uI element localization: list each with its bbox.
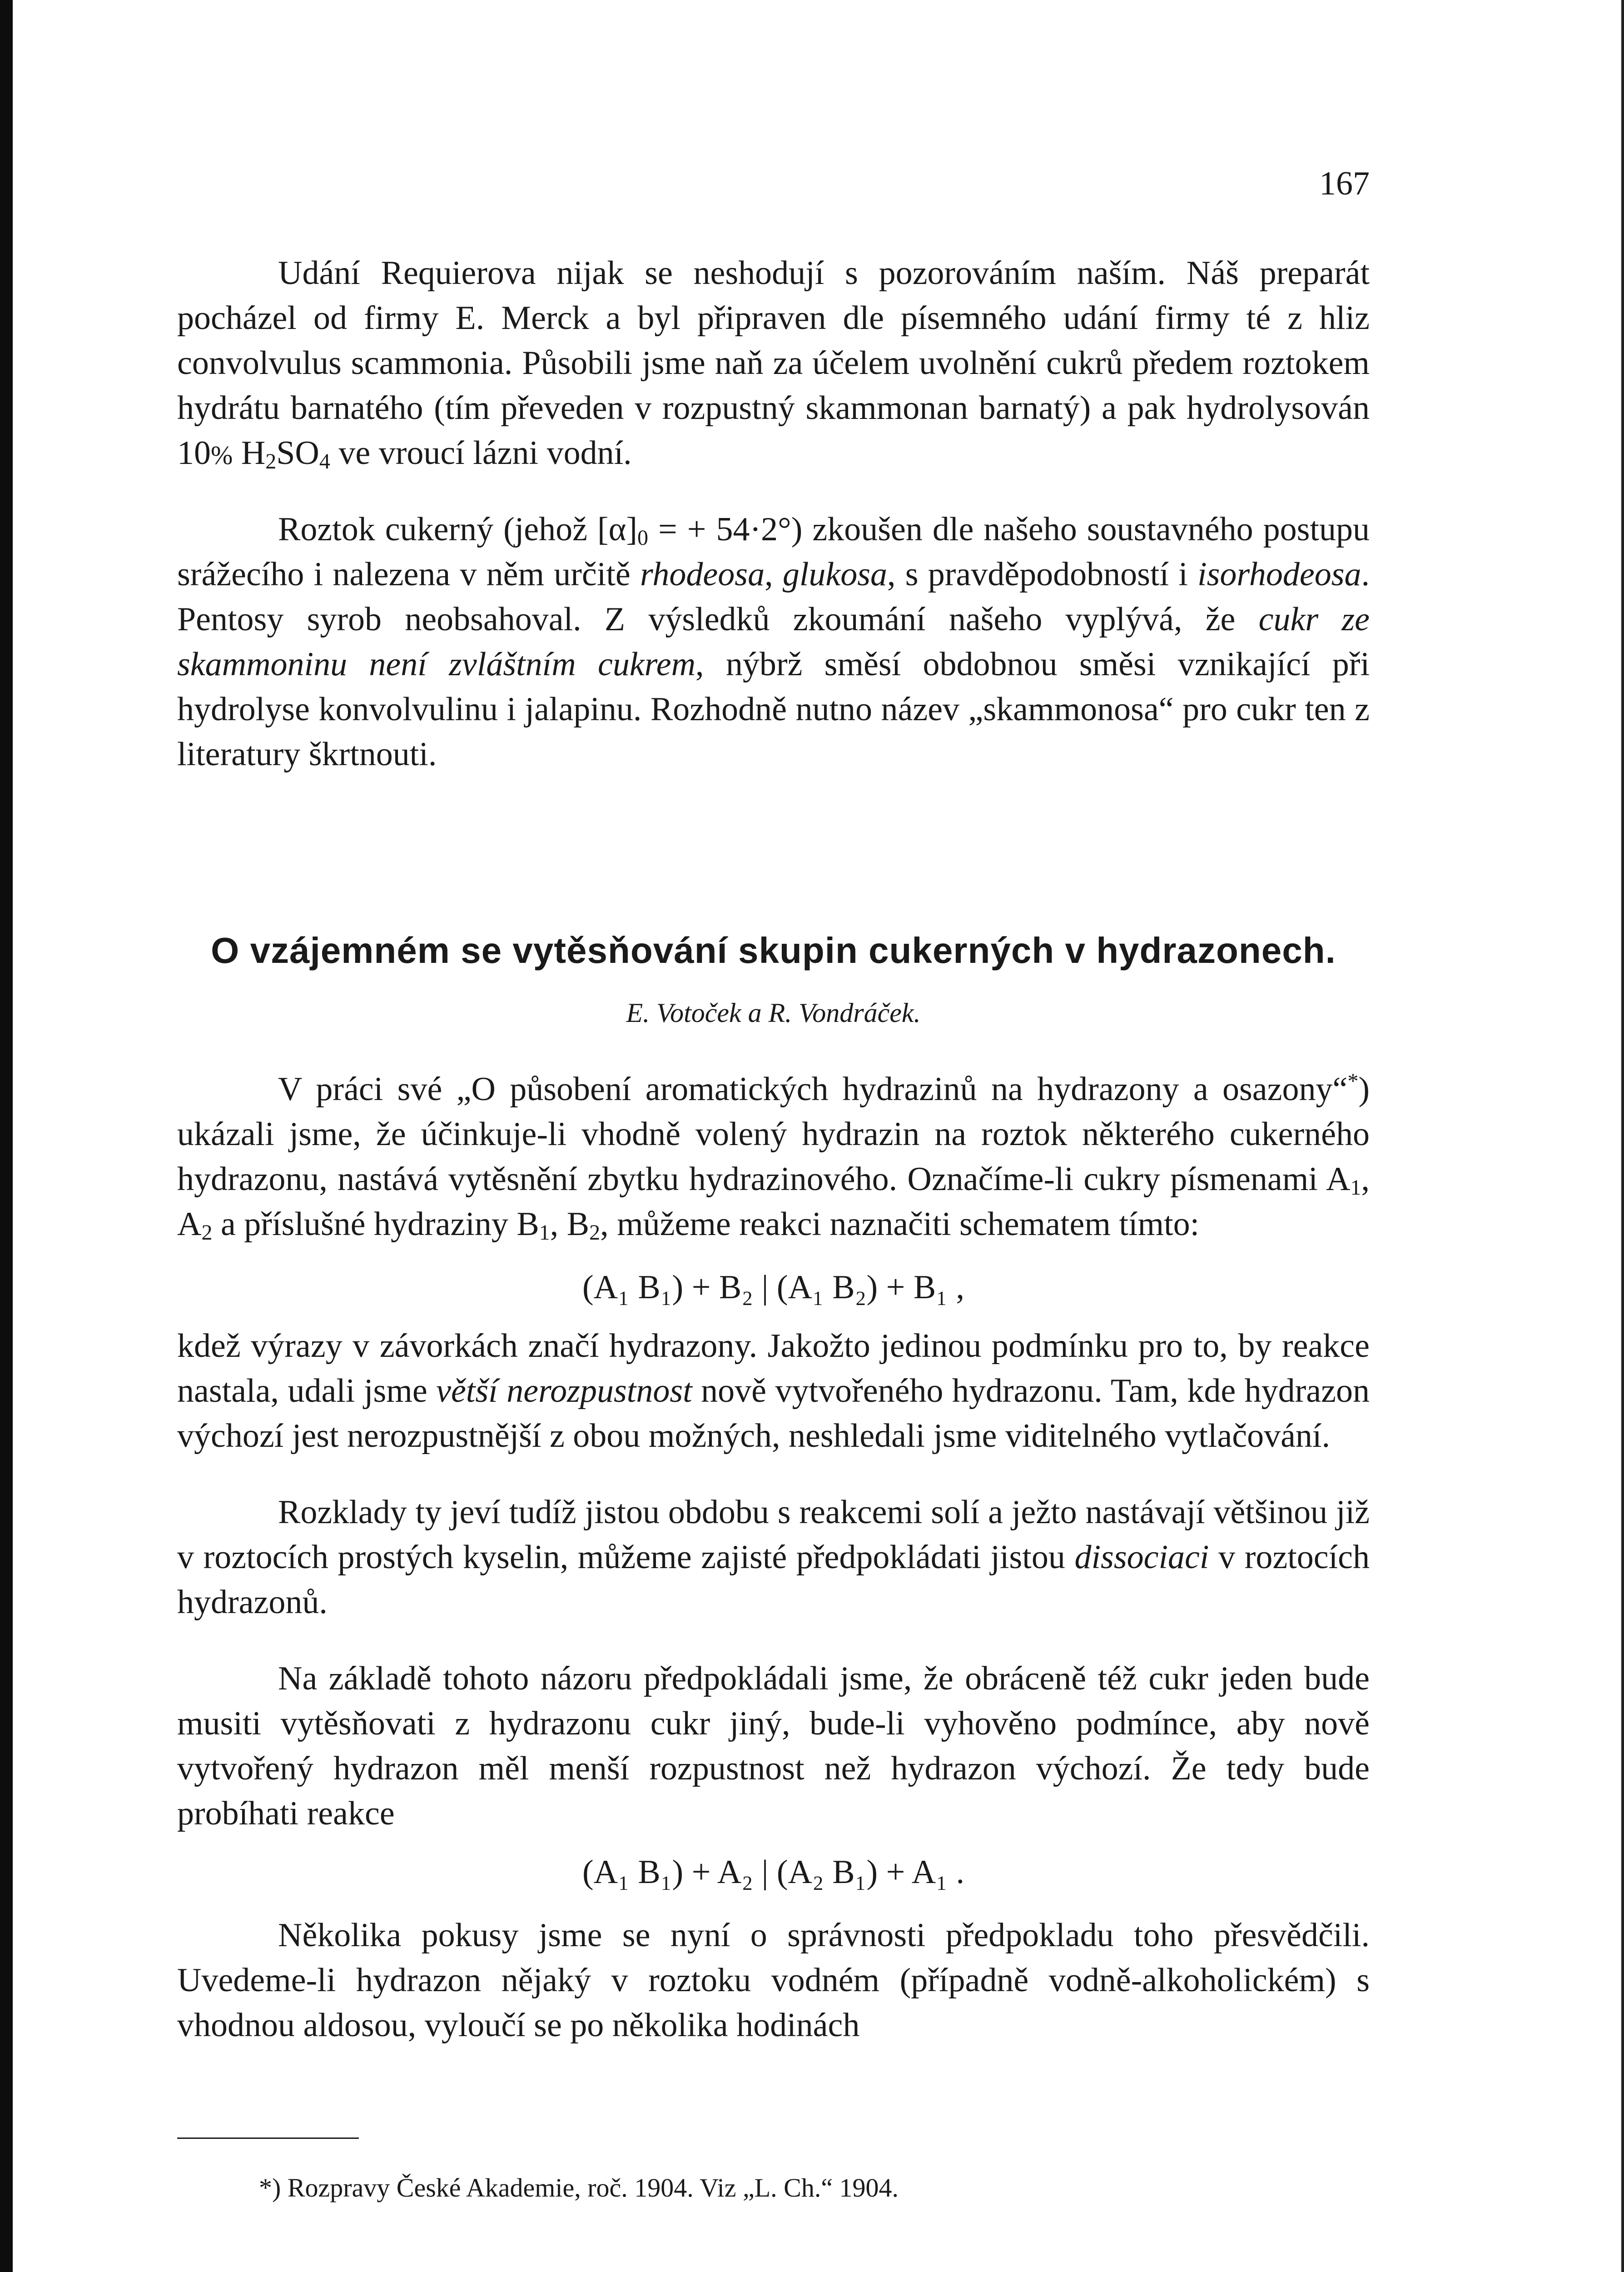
- text-run: , B: [550, 1206, 590, 1243]
- italic-term: větší nerozpustnost: [436, 1372, 692, 1410]
- italic-term: dissociaci: [1074, 1539, 1209, 1576]
- subscript: 1: [539, 1221, 550, 1245]
- italic-term: rhodeosa: [640, 556, 765, 593]
- italic-term: isorhodeosa: [1197, 556, 1361, 593]
- italic-term: glukosa: [782, 556, 888, 593]
- section-authors: E. Votoček a R. Vondráček.: [626, 998, 921, 1028]
- paragraph-2: [177, 507, 1370, 777]
- subscript: 2: [589, 1221, 601, 1245]
- scan-edge-left: [0, 0, 13, 2272]
- section-2-body: [177, 1067, 1370, 2079]
- text-run: nově vytvořeného hydrazonu. Tam, kde hydrazon výchozí jest nerozpustnější z obou možných, neshledali jsme viditelného vytlačování.: [177, 1372, 1370, 1455]
- reaction-formula-1: (A₁ B₁) + B₂ | (A₁ B₂) + B₁ ,: [582, 1269, 964, 1306]
- paragraph-6: Na základě tohoto názoru předpokládali jsme, že obráceně též cukr jeden bude musiti vytěsňovati z hydrazonu cukr jiný, bude-li vyhověno podmínce, aby nově vytvořený hydrazon měl menší rozpustnost než hydrazon výchozí. Že tedy bude probíhati reakce: [177, 1660, 1370, 1832]
- reaction-formula-2: (A₁ B₁) + A₂ | (A₂ B₁) + A₁ .: [582, 1853, 964, 1891]
- subscript: 2: [265, 449, 277, 473]
- footnote-rule: [177, 2137, 359, 2139]
- italic-term: cukr ze skammoninu není zvláštním cukrem: [177, 601, 1370, 683]
- text-run: v roztocích hydrazonů.: [177, 1539, 1370, 1621]
- text-run: , můžeme reakci naznačiti schematem tímto:: [600, 1206, 1200, 1243]
- section-1-body: [177, 251, 1370, 777]
- text-run: a příslušné hydraziny B: [212, 1206, 539, 1243]
- subscript: 2: [201, 1221, 213, 1245]
- subscript: 4: [319, 449, 330, 473]
- text-run: = + 54·2°) zkoušen dle našeho soustavného postupu srážecího i nalezena v něm určitě: [177, 511, 1370, 593]
- text-run: Rozklady ty jeví tudíž jistou obdobu s reakcemi solí a ježto nastávají většinou již v roztocích prostých kyselin, můžeme zajisté předpokládati jistou: [177, 1494, 1370, 1576]
- paragraph-5: [177, 1490, 1370, 1625]
- text-run: Udání Requierova nijak se neshodují s pozorováním naším. Náš preparát pocházel od firmy E. Merck a byl připraven dle písemného udání firmy té z hliz convolvulus scammonia. Působili jsme naň za účelem uvolnění cukrů předem roztokem hydrátu barnatého (tím převeden v rozpustný skammonan barnatý) a pak hydrolysován 10: [177, 254, 1370, 472]
- paragraph-1: [177, 251, 1370, 476]
- paragraph-3: [177, 1067, 1370, 1247]
- text-run: , A: [177, 1161, 1370, 1243]
- text-run: , nýbrž směsí obdobnou směsi vznikající při hydrolyse konvolvulinu i jalapinu. Rozhodně nutno název „skammonosa“ pro cukr ten z literatury škrtnouti.: [177, 646, 1370, 773]
- scan-edge-right: [1621, 0, 1624, 2272]
- text-run: ) ukázali jsme, že účinkuje-li vhodně volený hydrazin na roztok některého cukerného hydrazonu, nastává vytěsnění zbytku hydrazinového. Označíme-li cukry písmenami A: [177, 1071, 1370, 1198]
- footnote-ref: *: [1347, 1069, 1359, 1093]
- subscript: 1: [1350, 1176, 1361, 1200]
- paragraph-7: Několika pokusy jsme se nyní o správnosti předpokladu toho přesvědčili. Uvedeme-li hydrazon nějaký v roztoku vodném (případně vodně-alkoholickém) s vhodnou aldosou, vyloučí se po několika hodinách: [177, 1917, 1370, 2044]
- text-run: . Pentosy syrob neobsahoval. Z výsledků zkoumání našeho vyplývá, že: [177, 556, 1370, 638]
- paragraph-4: [177, 1324, 1370, 1459]
- text-run: Roztok cukerný (jehož [α]: [278, 511, 638, 548]
- text-run: H: [233, 434, 266, 472]
- section-title: O vzájemném se vytěsňování skupin cukerných v hydrazonech.: [211, 930, 1336, 971]
- text-run: V práci své „O působení aromatických hydrazinů na hydrazony a osazony“: [278, 1071, 1348, 1108]
- text-run: ,: [765, 556, 783, 593]
- text-run: kdež výrazy v závorkách značí hydrazony. Jakožto jedinou podmínku pro to, by reakce nastala, udali jsme: [177, 1327, 1370, 1410]
- text-run: , s pravděpodobností i: [887, 556, 1198, 593]
- superscript: %: [211, 440, 233, 470]
- subscript: 0: [637, 526, 649, 550]
- text-run: SO: [276, 434, 319, 472]
- text-run: ve vroucí lázni vodní.: [330, 434, 632, 472]
- footnote: *) Rozpravy České Akademie, roč. 1904. Viz „L. Ch.“ 1904.: [259, 2173, 899, 2202]
- page-number: 167: [1319, 165, 1370, 202]
